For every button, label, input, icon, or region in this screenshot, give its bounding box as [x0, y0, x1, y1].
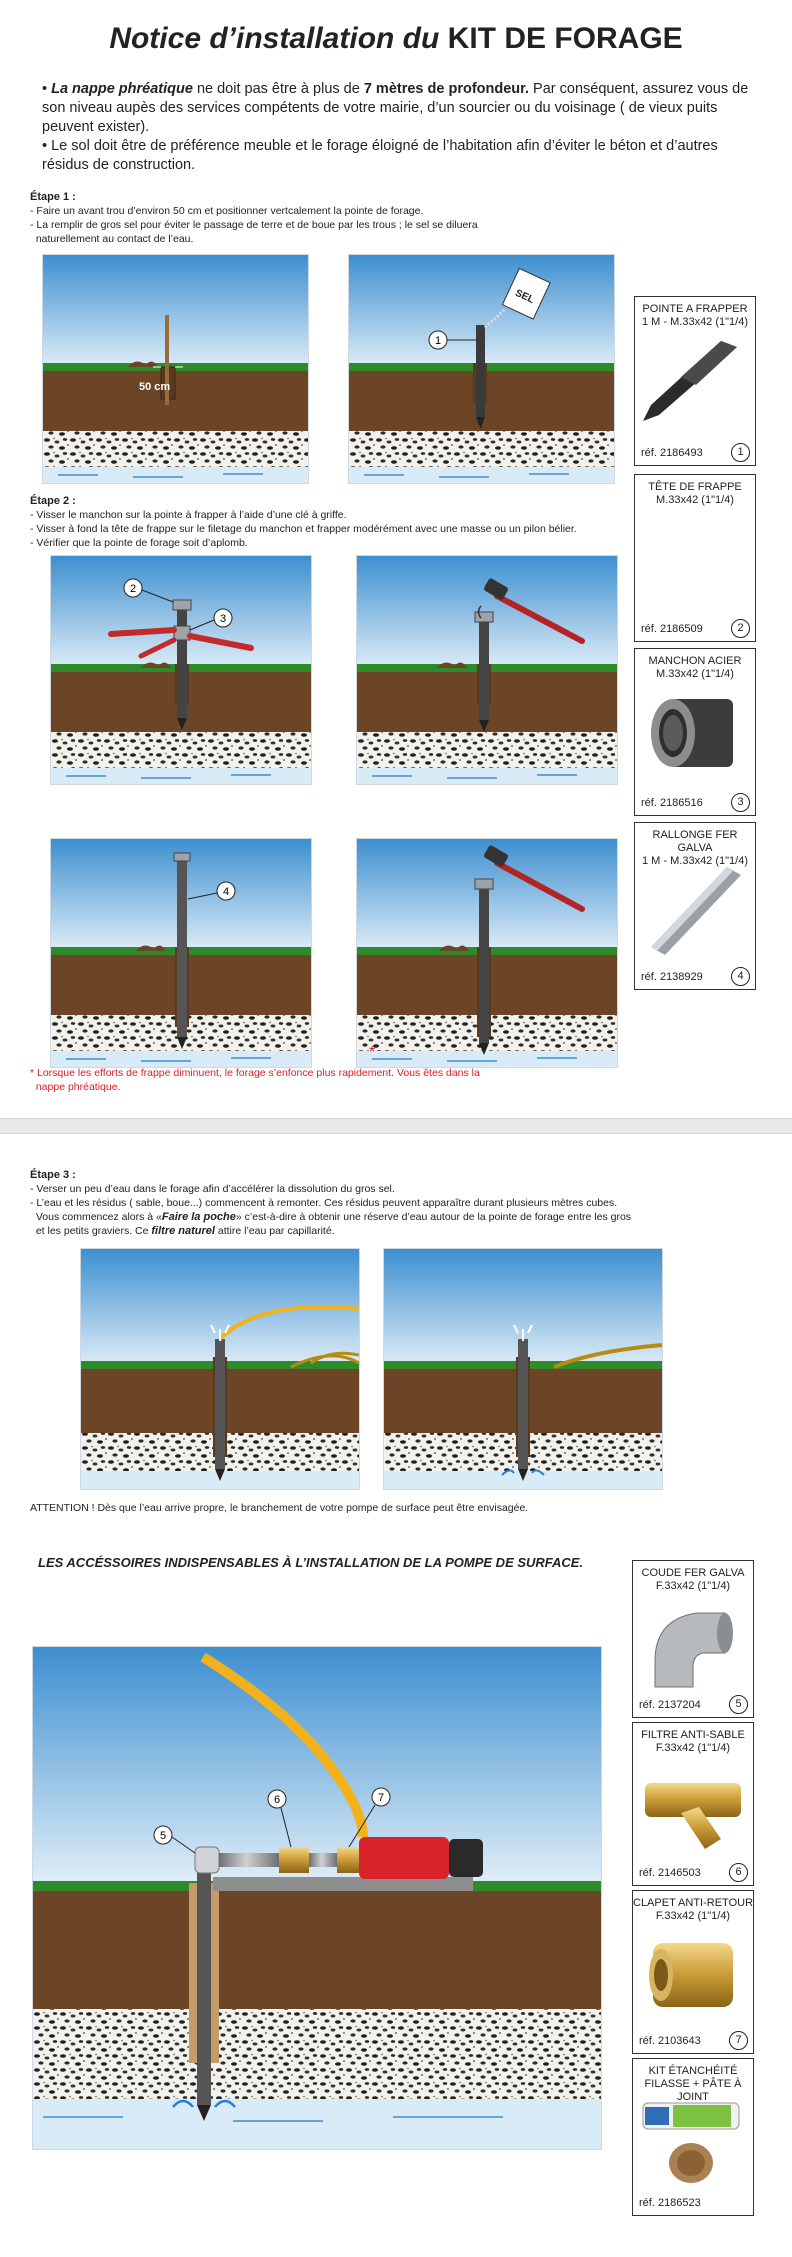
step2-line: - Visser le manchon sur la pointe à frapper à l’aide d’une clé à griffe.	[30, 509, 347, 521]
part-spec: M.33x42 (1"1/4)	[656, 668, 734, 680]
step3-line3-a: Vous commencez alors à «	[30, 1211, 162, 1223]
intro-p2-text: Le sol doit être de préférence meuble et le forage éloigné de l’habitation afin d’éviter le béton et d’autres résidus de construction.	[42, 138, 718, 173]
step3-line: - L’eau et les résidus ( sable, boue...) commencent à remonter. Ces résidus peuvent apparaître durant plusieurs mètres cubes.	[30, 1197, 618, 1209]
step3-scene-pocket	[383, 1248, 663, 1490]
part-card	[634, 296, 756, 466]
part-card	[632, 1722, 754, 1886]
part-spec: M.33x42 (1"1/4)	[656, 494, 734, 506]
step2-line: - Visser à fond la tête de frappe sur le filetage du manchon et frapper modérément avec une masse ou un pilon bélier.	[30, 523, 577, 535]
part-number: 1	[731, 443, 750, 462]
part-ref: réf. 2186509	[641, 623, 703, 635]
intro-text	[42, 80, 762, 175]
part-number: 3	[731, 793, 750, 812]
note-line-2: nappe phréatique.	[30, 1081, 121, 1093]
pump-installation-scene	[32, 1646, 602, 2150]
depth-label: 50 cm	[139, 381, 171, 393]
step3-title: Étape 3 :	[30, 1169, 76, 1181]
part-ref: réf. 2186516	[641, 797, 703, 809]
step1-scene-hole	[42, 254, 309, 484]
step2-scene-water-table	[356, 838, 618, 1068]
callout-3: 3	[219, 613, 227, 625]
sealing-kit-icon	[641, 2097, 745, 2189]
callout-4: 4	[222, 886, 230, 898]
callout-1: 1	[434, 335, 442, 347]
part-card	[634, 474, 756, 642]
intro-water-table: La nappe phréatique	[51, 81, 193, 97]
step3-line3-c: » c’est-à-dire à obtenir une réserve d’eau autour de la pointe de forage entre les gros	[235, 1211, 632, 1223]
part-number: 4	[731, 967, 750, 986]
intro-paragraph-1: • La nappe phréatique ne doit pas être à plus de 7 mètres de profondeur. Par conséquent, assurez vous de son niveau aupès des services compétents de votre mairie, d’un sourcier ou du voisinage ( de vieux puits peuvent exister).	[42, 81, 749, 135]
part-title: CLAPET ANTI-RETOUR	[633, 1897, 754, 1909]
step3-line: - Verser un peu d’eau dans le forage afin d’accélérer la dissolution du gros sel.	[30, 1183, 395, 1195]
part-spec: 1 M - M.33x42 (1"1/4)	[642, 316, 748, 328]
accessories-title: LES ACCÉSSOIRES INDISPENSABLES À L’INSTALLATION DE LA POMPE DE SURFACE.	[38, 1555, 584, 1570]
part-card	[634, 648, 756, 816]
water-table-note	[30, 1066, 480, 1094]
intro-paragraph-2: • Le sol doit être de préférence meuble et le forage éloigné de l’habitation afin d’éviter le béton et d’autres résidus de construction.	[42, 138, 718, 173]
step3-line4-c: attire l’eau par capillarité.	[214, 1225, 335, 1237]
part-spec: F.33x42 (1"1/4)	[655, 1742, 731, 1754]
part-number: 7	[729, 2031, 748, 2050]
part-title: TÊTE DE FRAPPE	[648, 481, 742, 493]
step1-text	[30, 190, 670, 246]
elbow-fitting-icon	[645, 1601, 741, 1691]
note-line-1: * Lorsque les efforts de frappe diminuent, le forage s’enfonce plus rapidement. Vous êtes dans la	[30, 1067, 480, 1079]
step1-title: Étape 1 :	[30, 191, 76, 203]
part-card	[634, 822, 756, 990]
part-card	[632, 2058, 754, 2216]
part-ref: réf. 2186523	[639, 2197, 701, 2209]
step2-title: Étape 2 :	[30, 495, 76, 507]
part-number: 5	[729, 1695, 748, 1714]
page-separator	[0, 1118, 792, 1134]
callout-5: 5	[159, 1830, 167, 1842]
sand-filter-icon	[641, 1763, 745, 1853]
part-spec: F.33x42 (1"1/4)	[655, 1910, 731, 1922]
part-spec: FILASSE + PÂTE À JOINT	[644, 2078, 742, 2103]
step3-scene-pouring	[80, 1248, 360, 1490]
intro-p1-mid: ne doit pas être à plus de	[192, 81, 364, 97]
steel-sleeve-icon	[647, 691, 743, 775]
attention-note: ATTENTION ! Dès que l’eau arrive propre, le branchement de votre pompe de surface peut être envisagée.	[30, 1502, 529, 1514]
strike-point-icon	[641, 341, 745, 423]
step3-line4-a: et les petits graviers. Ce	[30, 1225, 152, 1237]
title-main: KIT DE FORAGE	[447, 22, 683, 55]
step2-line: - Vérifier que la pointe de forage soit d’aplomb.	[30, 537, 248, 549]
step2-scene-extension	[50, 838, 312, 1068]
step3-line	[30, 1224, 710, 1238]
step3-line	[30, 1210, 710, 1224]
step1-line: - Faire un avant trou d’environ 50 cm et positionner vertcalement la pointe de forage.	[30, 205, 424, 217]
part-title: COUDE FER GALVA	[641, 1567, 745, 1579]
step1-line: - La remplir de gros sel pour éviter le passage de terre et de boue par les trous ; le sel se diluera	[30, 219, 478, 231]
step1-line: naturellement au contact de l’eau.	[30, 233, 194, 245]
step3-line3-b: Faire la poche	[161, 1211, 236, 1223]
salt-label: SEL	[513, 287, 536, 306]
step2-scene-hammer	[356, 555, 618, 785]
step2-scene-wrench	[50, 555, 312, 785]
intro-depth: 7 mètres de profondeur.	[363, 81, 530, 97]
callout-2: 2	[129, 583, 137, 595]
page-title	[0, 22, 792, 56]
galvanized-extension-icon	[643, 863, 747, 959]
part-title: MANCHON ACIER	[648, 655, 742, 667]
part-title: RALLONGE FER GALVA	[652, 829, 738, 854]
part-ref: réf. 2186493	[641, 447, 703, 459]
callout-6: 6	[273, 1794, 281, 1806]
check-valve-icon	[643, 1929, 743, 2021]
part-ref: réf. 2146503	[639, 1867, 701, 1879]
part-number: 2	[731, 619, 750, 638]
part-spec: 1 M - M.33x42 (1"1/4)	[642, 855, 748, 867]
step3-text	[30, 1168, 710, 1238]
step3-line4-b: filtre naturel	[151, 1225, 215, 1237]
part-ref: réf. 2137204	[639, 1699, 701, 1711]
title-prefix: Notice d’installation du	[109, 22, 440, 55]
step1-scene-salt	[348, 254, 615, 484]
part-ref: réf. 2138929	[641, 971, 703, 983]
part-title: POINTE A FRAPPER	[642, 303, 748, 315]
part-number: 6	[729, 1863, 748, 1882]
intro-p1-rest: Par conséquent, assurez vous de son niveau aupès des services compétents de votre mairie, d’un sourcier ou du voisinage ( de vieux puits peuvent exister).	[42, 81, 749, 135]
callout-7: 7	[377, 1792, 385, 1804]
part-title: KIT ÉTANCHÉITÉ	[648, 2065, 738, 2077]
part-card	[632, 1890, 754, 2054]
part-card	[632, 1560, 754, 1718]
part-title: FILTRE ANTI-SABLE	[641, 1729, 745, 1741]
water-star: *	[369, 1044, 376, 1061]
step2-text	[30, 494, 670, 550]
part-spec: F.33x42 (1"1/4)	[655, 1580, 731, 1592]
part-ref: réf. 2103643	[639, 2035, 701, 2047]
